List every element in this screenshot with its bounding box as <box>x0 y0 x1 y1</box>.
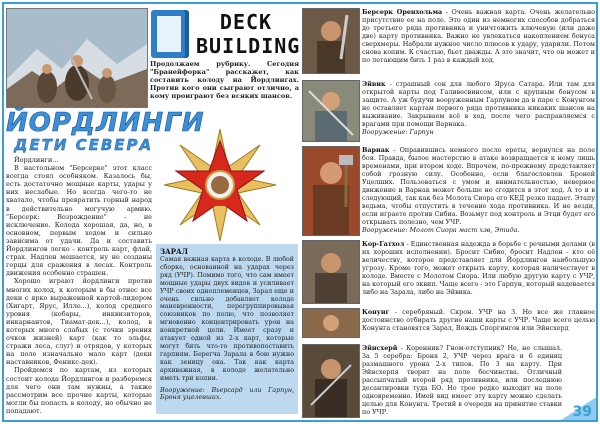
page-number: 39 <box>572 404 592 420</box>
entry-text: - Единственная надежда в борьбе с речными делами (в их хороших исполнении). Бросит Сибио, бросит Надлен - кто её величеству, которое представляет для Йордлингов наибольшую угрозу. Кроме того, может открыть карту, которая наличествует в колоде. Вместе с Молотом Сиора. Или любую другую карту с УЧР, на который его эквип. Чаще всего - это Гарпун, который надевается либо на Зарала, либо на Эйвика. <box>362 240 595 297</box>
book-icon <box>151 10 189 58</box>
entry-varnak <box>362 146 595 238</box>
entry-equipment: Вооружение: Гарпун <box>362 128 434 137</box>
entry-name: Варнак <box>362 146 390 154</box>
entry-name: Кор-Гатхол <box>362 240 405 248</box>
card-art-berserk <box>302 8 360 74</box>
paragraph: Йордлинги... <box>14 156 59 164</box>
paragraph: Хорошо играют йордлинги против многих колод, к которым в бы отнес все деки с ярко выраженной картой-лидером (Хигарт, Ярус, Илле...), колод среднего уровня (кобары, инквизиторов, инкарнантов, Тиамат-дек...), колод, в которых много слабых (с точки зрения очков жизней) карт (как то эльфы, стражи леса, слуг) и отрядов, у которых на поле изначально мало карт (деки наставников, Феникс-дек). <box>6 277 152 367</box>
star-emblem-icon <box>160 125 280 245</box>
paragraph: Пройдемся по картам, из которых состоит колода Йордлингов и разберемся для чего они там нужны, а также рассмотрим все прочие карты, которые могли бы попасть в колоду, но обычно не попадают. <box>6 366 152 415</box>
entry-text: - Оправившись немного после ереты, вернулся на поле боя. Правда, былое мастерство в атаке возвращается к нему лишь временами, при втором ходе. Впрочем, по-прежнему представляет собой грозную силу. Особенно, если благословлен Броней Уцелших. Пользоваться с умом и внимательностью, неверное движение и Варнак может больше не сгодится в этот ход. А то и в следующий, так как без Молота Сиора его КЕД резко падает. Этапу ведьма, чтобы отпустить в течение хода противника. И не везди, если играете против Сибиа. Возьмут под контроль и Этци будет его открывать полезно, чем УЧР. <box>362 146 595 227</box>
entry-equipment: Вооружение: Молот Сиора маст хэв, Этида. <box>362 226 520 235</box>
card-art-konung <box>302 308 360 338</box>
entry-text: - серебряный. Скрон. УЧР на 3. Но все же главное достоинство отбирать другие наши карты с УЧР. Чаще всего целью Конунга становятся Зарал, Вождь Споргингов или Эйнсхерд <box>362 308 595 333</box>
entry-name: Берсерк Оренхольма <box>362 8 443 16</box>
entry-text: - страшный сон для любого Яруса Сатара. Или там для открытой карты под Галивесвинсом, или с крупным бонусом в защите. А уж будучи вооруженным Гарпуном да в паре с Конунгом не оставляет картам первого ряда противника никаких шансов на выживание. Закрываем всё в ход, после чего расправляемся с врагами при помощи Варнака. <box>362 80 595 129</box>
card-art-eivik <box>302 80 360 142</box>
title-line-building: BUILDING <box>196 34 301 58</box>
card-art-varnak <box>302 146 360 236</box>
title-line-deck: DECK <box>219 10 273 34</box>
entry-text: - Очень важная карта. Очень желательно присутствие ее на поле. Это один из немногих способов добраться до третьего ряда противника и уничтожить ключевую (или даже две) карту противника. Важно не увлекаться накоплением бонуса сверхмеры. Набрали нужное число плюсов к удару, ударили. Потом снова копим. К счастью, бьет дважды. А это значит, что он может и по летающим бить 1 раз в каждый ход. <box>362 8 595 65</box>
entry-eivik <box>362 80 595 142</box>
zaral-text: Самая важная карта в колоде. В любой сборке, основанной на ударах через ряд (УЧР). Помимо того, что сам имеет мощные удары двух видов и усиливает УЧР своих одноплеменцев, Зарал еще и очень сильно добавляет колоде маневренности, перегруппировывая союзников по полю, что позволяет мгновенно концентрировать урон на конкретной цели. Имеет сразу и атакует одной из 2-х карт, которые могут бить что-то противопоставить гарпиям. Берегча Зарала в бою нужно как зеницу ока. Так как карта архиважная, в колоде желательно иметь три копии. <box>160 256 294 382</box>
entry-kor-gathol <box>362 240 595 304</box>
left-column-text <box>6 156 152 418</box>
zaral-card-box <box>156 244 298 414</box>
entry-berserk <box>362 8 595 76</box>
card-art-einsherj <box>302 344 360 418</box>
card-art-kor-gathol <box>302 240 360 304</box>
entry-name: Конунг <box>362 308 390 316</box>
headline-main: ЙОРДЛИНГИ <box>6 108 205 138</box>
paragraph: В настольном "Берсерке" этот класс всегда стоял особняком. Казалось бы, есть достаточно мощные карты, удары у них неслабые. Но всегда чего-то не хватало, чтобы превратить горный народ в действительно могучую армию. "Берсерк: Возрождение" - не исключение. Колода хорошая, да, но, в основном, первым ходом и сильно зависима от удачи. Да и составить Йордлингов легко - контроль карт, флай, страх. Надлен мешается, ну не созданы горцы для сражения в лесах. Контроль движения особенно страшен. <box>6 164 152 278</box>
entry-name: Эйвик <box>362 80 386 88</box>
zaral-title: ЗАРАЛ <box>160 247 188 256</box>
section-title <box>196 10 301 58</box>
intro-text: Продолжаем рубрику. Сегодня "Бранейфорка" расскажет, как составить колоду на Йордлингах. Против кого они сыграют отлично, а кому проиграют без всяких шансов. <box>150 60 299 100</box>
entry-text: - Коренник? Гном-отступник? Не, не слышал. За 5 серебра: Броня 2, УЧР через врага и 6 единиц размашного урона 2-х типов. По 3 на карту. При Эйнсхерпя творит на поле бесчинства. Отличный рассыпчатый второй ряд противника, или последнюю десантировки туда БО. Но трое редко выходит на поле одновременно. Имей вид имеет эту карту можно сделать целью для Конунга. Третий в очереди на принятие ставки по УЧР. <box>362 344 562 417</box>
entry-einsherj <box>362 344 562 418</box>
header-illustration <box>6 8 148 108</box>
entry-konung <box>362 308 595 342</box>
zaral-equipment: Вооружение: Вьерсард или Гарпун, Броня уцелевших. <box>160 386 294 402</box>
headline-sub: ДЕТИ СЕВЕРА <box>14 136 154 154</box>
entry-name: Эйнсхерй <box>362 344 398 352</box>
